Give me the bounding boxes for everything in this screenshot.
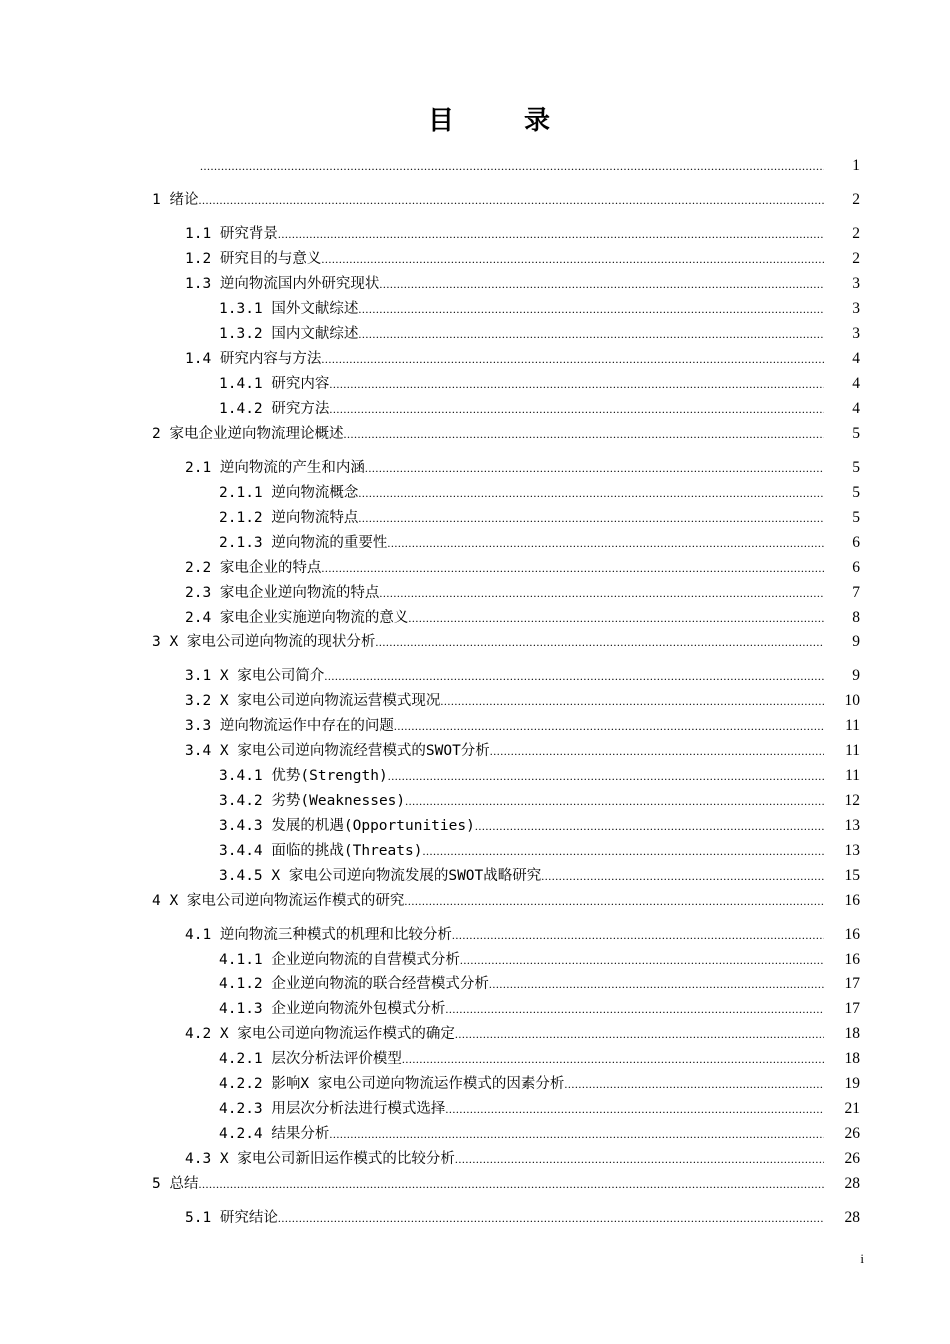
toc-entry-label: 4.1.1 企业逆向物流的自营模式分析 <box>219 952 460 968</box>
toc-entry-label: 2.1.2 逆向物流特点 <box>219 510 359 526</box>
toc-entry-page: 6 <box>852 534 860 551</box>
toc-entry-label: 3.4.4 面临的挑战(Threats) <box>219 843 423 859</box>
toc-entry-page: 18 <box>844 1050 860 1067</box>
toc-entry-label: 3.4 X 家电公司逆向物流经营模式的SWOT分析 <box>185 743 490 759</box>
toc-entry-page: 5 <box>852 509 860 526</box>
toc-entry-page: 3 <box>852 300 860 317</box>
dot-leader <box>324 666 824 686</box>
toc-entry[interactable] <box>185 687 860 711</box>
toc-entry[interactable] <box>185 554 860 578</box>
toc-entry[interactable] <box>219 395 860 419</box>
toc-entry-page: 28 <box>844 1209 860 1226</box>
toc-entry[interactable] <box>185 245 860 269</box>
dot-leader <box>379 274 824 294</box>
toc-entry-page: 21 <box>844 1100 860 1117</box>
toc-entry-page: 3 <box>852 325 860 342</box>
toc-entry[interactable] <box>185 662 860 686</box>
toc-title: 目 录 <box>427 106 572 136</box>
toc-entry-page: 16 <box>844 926 860 943</box>
toc-entry[interactable] <box>185 1020 860 1044</box>
toc-entry[interactable] <box>185 220 860 244</box>
dot-leader <box>379 583 824 603</box>
toc-entry[interactable] <box>200 152 860 176</box>
toc-entry-label: 2.1.3 逆向物流的重要性 <box>219 535 388 551</box>
toc-entry[interactable] <box>219 1070 860 1094</box>
dot-leader <box>358 508 824 528</box>
dot-leader <box>375 632 824 652</box>
dot-leader <box>321 349 824 369</box>
toc-entry[interactable] <box>219 787 860 811</box>
toc-entry-label: 5 总结 <box>152 1176 199 1192</box>
dot-leader <box>388 766 824 786</box>
toc-entry[interactable] <box>152 186 860 210</box>
toc-entry[interactable] <box>219 479 860 503</box>
toc-entry-page: 3 <box>852 275 860 292</box>
dot-leader <box>200 156 824 176</box>
toc-entry-label: 3.1 X 家电公司简介 <box>185 668 325 684</box>
toc-entry[interactable] <box>185 1204 860 1228</box>
dot-leader <box>278 1208 824 1228</box>
toc-entry-label: 5.1 研究结论 <box>185 1210 278 1226</box>
toc-entry-page: 17 <box>844 1000 860 1017</box>
toc-entry-page: 13 <box>844 842 860 859</box>
toc-entry[interactable] <box>219 1095 860 1119</box>
dot-leader <box>358 483 824 503</box>
toc-entry-label: 3.2 X 家电公司逆向物流运营模式现况 <box>185 693 441 709</box>
toc-entry[interactable] <box>185 712 860 736</box>
toc-entry-label: 3.4.5 X 家电公司逆向物流发展的SWOT战略研究 <box>219 868 542 884</box>
toc-entry-label: 4.1.2 企业逆向物流的联合经营模式分析 <box>219 976 489 992</box>
toc-entry[interactable] <box>219 1045 860 1069</box>
toc-entry-label: 4.2.2 影响X 家电公司逆向物流运作模式的因素分析 <box>219 1076 565 1092</box>
toc-entry[interactable] <box>219 995 860 1019</box>
toc-entry-page: 9 <box>852 633 860 650</box>
toc-entry-page: 13 <box>844 817 860 834</box>
toc-entry-page: 11 <box>845 742 860 759</box>
dot-leader <box>455 1024 824 1044</box>
toc-entry-page: 5 <box>852 484 860 501</box>
dot-leader <box>278 224 824 244</box>
toc-entry-label: 4 X 家电公司逆向物流运作模式的研究 <box>152 893 405 909</box>
toc-entry-label: 1.4.2 研究方法 <box>219 401 330 417</box>
dot-leader <box>321 558 824 578</box>
toc-entry-label: 3.4.3 发展的机遇(Opportunities) <box>219 818 475 834</box>
toc-entry-page: 5 <box>852 425 860 442</box>
toc-entry-label: 2.1.1 逆向物流概念 <box>219 485 359 501</box>
toc-entry-page: 11 <box>845 717 860 734</box>
toc-entry[interactable] <box>219 370 860 394</box>
toc-entry-label: 4.2.1 层次分析法评价模型 <box>219 1051 402 1067</box>
dot-leader <box>329 374 824 394</box>
toc-entry-label: 3.3 逆向物流运作中存在的问题 <box>185 718 394 734</box>
toc-entry-label: 1.3 逆向物流国内外研究现状 <box>185 276 380 292</box>
dot-leader <box>198 1174 824 1194</box>
dot-leader <box>489 974 824 994</box>
footer-page-number: i <box>860 1251 864 1266</box>
toc-entry[interactable] <box>185 579 860 603</box>
toc-entry-label: 3 X 家电公司逆向物流的现状分析 <box>152 634 376 650</box>
toc-entry-label: 1.4.1 研究内容 <box>219 376 330 392</box>
dot-leader <box>198 190 824 210</box>
toc-entry-label: 3.4.1 优势(Strength) <box>219 768 388 784</box>
dot-leader <box>564 1074 824 1094</box>
dot-leader <box>402 1049 824 1069</box>
dot-leader <box>343 424 824 444</box>
toc-entry[interactable] <box>152 887 860 911</box>
toc-entry-page: 9 <box>852 667 860 684</box>
toc-entry-page: 17 <box>844 975 860 992</box>
toc-entry-page: 19 <box>844 1075 860 1092</box>
dot-leader <box>321 249 824 269</box>
toc-entry[interactable] <box>219 837 860 861</box>
toc-entry-label: 2.1 逆向物流的产生和内涵 <box>185 460 365 476</box>
toc-entry-page: 26 <box>844 1150 860 1167</box>
dot-leader <box>329 1124 824 1144</box>
toc-entry-label: 2.2 家电企业的特点 <box>185 560 322 576</box>
dot-leader <box>440 691 824 711</box>
toc-entry[interactable] <box>185 454 860 478</box>
toc-entry[interactable] <box>219 946 860 970</box>
dot-leader <box>358 299 824 319</box>
toc-entry-label: 4.2 X 家电公司逆向物流运作模式的确定 <box>185 1026 455 1042</box>
dot-leader <box>404 891 824 911</box>
toc-entry-page: 2 <box>852 191 860 208</box>
toc-entry[interactable] <box>219 812 860 836</box>
toc-entry[interactable] <box>219 862 860 886</box>
toc-entry[interactable] <box>185 737 860 761</box>
toc-entry-page: 8 <box>852 609 860 626</box>
toc-entry-page: 11 <box>845 767 860 784</box>
toc-entry-page: 4 <box>852 350 860 367</box>
toc-entry-page: 4 <box>852 375 860 392</box>
dot-leader <box>452 925 824 945</box>
toc-entry[interactable] <box>185 270 860 294</box>
toc-entry-label: 3.4.2 劣势(Weaknesses) <box>219 793 406 809</box>
toc-entry-page: 16 <box>844 892 860 909</box>
dot-leader <box>455 1149 824 1169</box>
toc-entry-label: 4.1.3 企业逆向物流外包模式分析 <box>219 1001 446 1017</box>
toc-entry-page: 1 <box>852 157 860 174</box>
dot-leader <box>541 866 824 886</box>
toc-entry-label: 1.1 研究背景 <box>185 226 278 242</box>
toc-entry-page: 7 <box>852 584 860 601</box>
dot-leader <box>408 608 824 628</box>
toc-entry[interactable] <box>152 420 860 444</box>
dot-leader <box>365 458 824 478</box>
toc-entry[interactable] <box>152 1170 860 1194</box>
toc-entry-label: 4.1 逆向物流三种模式的机理和比较分析 <box>185 927 452 943</box>
toc-entry-label: 4.3 X 家电公司新旧运作模式的比较分析 <box>185 1151 455 1167</box>
toc-entry[interactable] <box>185 604 860 628</box>
toc-entry-page: 16 <box>844 951 860 968</box>
toc-entry-label: 1 绪论 <box>152 192 199 208</box>
toc-entry-page: 26 <box>844 1125 860 1142</box>
dot-leader <box>475 816 824 836</box>
toc-entry[interactable] <box>219 1120 860 1144</box>
toc-entry[interactable] <box>219 320 860 344</box>
toc-entry[interactable] <box>219 295 860 319</box>
toc-entry-page: 2 <box>852 225 860 242</box>
dot-leader <box>358 324 824 344</box>
dot-leader <box>460 950 824 970</box>
toc-entry-page: 10 <box>844 692 860 709</box>
toc-entry[interactable] <box>185 921 860 945</box>
toc-entry[interactable] <box>185 345 860 369</box>
toc-entry-page: 12 <box>844 792 860 809</box>
toc-entry-page: 15 <box>844 867 860 884</box>
dot-leader <box>445 999 824 1019</box>
toc-entry-label: 4.2.4 结果分析 <box>219 1126 330 1142</box>
dot-leader <box>387 533 824 553</box>
toc-entry-label: 2.3 家电企业逆向物流的特点 <box>185 585 380 601</box>
toc-entry-label: 2 家电企业逆向物流理论概述 <box>152 426 344 442</box>
toc-entry-label: 1.3.1 国外文献综述 <box>219 301 359 317</box>
toc-entry-label: 2.4 家电企业实施逆向物流的意义 <box>185 610 409 626</box>
toc-entry-label: 1.4 研究内容与方法 <box>185 351 322 367</box>
toc-entry-page: 5 <box>852 459 860 476</box>
toc-entry-page: 6 <box>852 559 860 576</box>
toc-entry-page: 2 <box>852 250 860 267</box>
toc-entry[interactable] <box>219 529 860 553</box>
dot-leader <box>445 1099 824 1119</box>
dot-leader <box>422 841 824 861</box>
toc-entry[interactable] <box>185 1145 860 1169</box>
dot-leader <box>490 741 824 761</box>
dot-leader <box>329 399 824 419</box>
toc-entry-page: 4 <box>852 400 860 417</box>
toc-entry[interactable] <box>219 970 860 994</box>
toc-entry-label: 1.3.2 国内文献综述 <box>219 326 359 342</box>
toc-entry[interactable] <box>219 762 860 786</box>
toc-entry[interactable] <box>152 628 860 652</box>
toc-entry-page: 28 <box>844 1175 860 1192</box>
toc-entry[interactable] <box>219 504 860 528</box>
toc-entry-label: 4.2.3 用层次分析法进行模式选择 <box>219 1101 446 1117</box>
toc-entry-page: 18 <box>844 1025 860 1042</box>
dot-leader <box>405 791 824 811</box>
dot-leader <box>394 716 824 736</box>
toc-entry-label: 1.2 研究目的与意义 <box>185 251 322 267</box>
